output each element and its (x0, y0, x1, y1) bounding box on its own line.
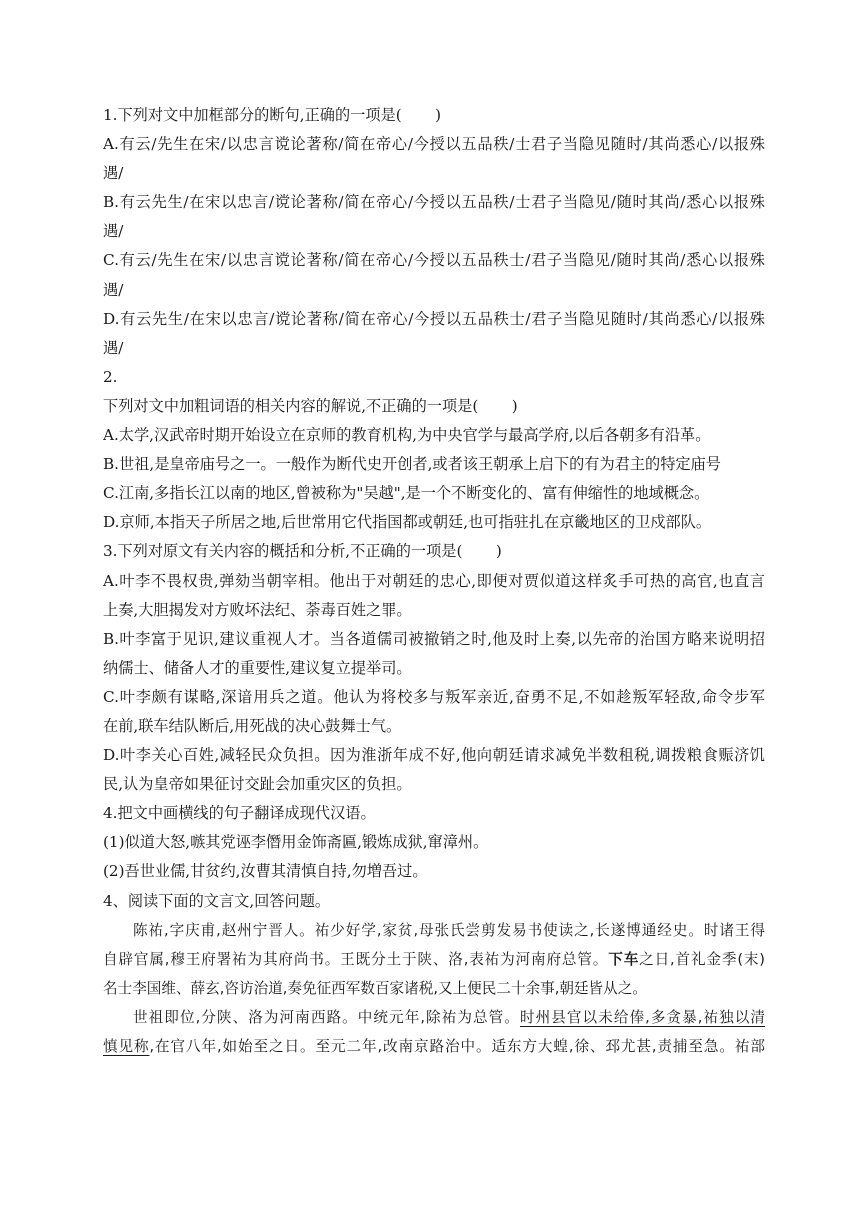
q1-option-b-cont: 遇/ (103, 222, 124, 241)
q3-option-b-cont: 纳儒士、储备人才的重要性,建议复立提举司。 (103, 658, 412, 677)
q1-option-b: B.有云先生/在宋以忠言/谠论著称/简在帝心/今授以五品秩/士君子当隐见/随时其尚/悉心以报殊 (103, 193, 765, 212)
q4-sentence-2: (2)吾世业儒,甘贫约,汝曹其清慎自持,勿増吾过。 (103, 862, 428, 881)
q3-option-c-cont: 在前,联车结队断后,用死战的决心鼓舞士气。 (103, 716, 402, 735)
reading-heading: 4、阅读下面的文言文,回答问题。 (103, 891, 331, 910)
q4-sentence-1: (1)似道大怒,嗾其党诬李僭用金饰斋匾,锻炼成狱,窜漳州。 (103, 833, 489, 852)
passage-p2-line2: 慎见称,在官八年,如始至之日。至元二年,改南京路治中。适东方大蝗,徐、邳尤甚,责捕至急。祐部 (103, 1038, 765, 1055)
q3-option-d: D.叶李关心百姓,减轻民众负担。因为淮浙年成不好,他向朝廷请求减免半数租税,调拨粮食赈济饥 (103, 746, 765, 765)
q3-option-b: B.叶李富于见识,建议重视人才。当各道儒司被撤销之时,他及时上奏,以先帝的治国方略来说明招 (103, 629, 765, 648)
q3-option-c: C.叶李颇有谋略,深谙用兵之道。他认为将校多与叛军亲近,奋勇不足,不如趁叛军轻敌,命令步军 (103, 687, 765, 706)
q1-stem: 1.下列对文中加框部分的断句,正确的一项是( ) (103, 106, 441, 124)
underlined-sentence-cont: 慎见称 (103, 1038, 150, 1055)
passage-p1-line2: 自辟官属,穆王府署祐为其府尚书。王既分土于陕、洛,表祐为河南府总管。下车之日,首礼金季(末) (103, 950, 765, 968)
q1-option-c-cont: 遇/ (103, 280, 124, 299)
passage-p2-line1: 世祖即位,分陕、洛为河南西路。中统元年,除祐为总管。时州县官以未给俸,多贪暴,祐独以清 (133, 1008, 765, 1026)
q2-option-a: A.太学,汉武帝时期开始设立在京师的教育机构,为中央官学与最高学府,以后各朝多有沿革。 (103, 426, 711, 445)
q3-option-a: A.叶李不畏权贵,弹劾当朝宰相。他出于对朝廷的忠心,即便对贾似道这样炙手可热的高官,也直言 (103, 571, 765, 590)
document-body (103, 101, 765, 1061)
q3-option-a-cont: 上奏,大胆揭发对方败坏法纪、荼毒百姓之罪。 (103, 600, 412, 619)
q1-option-a-cont: 遇/ (103, 164, 124, 183)
q2-option-c: C.江南,多指长江以南的地区,曾被称为"吴越",是一个不断变化的、富有伸缩性的地域概念。 (103, 484, 710, 503)
q3-option-d-cont: 民,认为皇帝如果征讨交趾会加重灾区的负担。 (103, 775, 412, 794)
q2-stem: 下列对文中加粗词语的相关内容的解说,不正确的一项是( ) (103, 396, 518, 415)
passage-p1-line1: 陈祐,字庆甫,赵州宁晋人。祐少好学,家贫,母张氏尝剪发易书使读之,长遂博通经史。时诸王得 (133, 921, 765, 939)
q1-option-a: A.有云/先生在宋/以忠言谠论著称/简在帝心/今授以五品秩/士君子当隐见随时/其尚悉心/以报殊 (103, 135, 765, 154)
q2-option-b: B.世祖,是皇帝庙号之一。一般作为断代史开创者,或者该王朝承上启下的有为君主的特定庙号 (103, 455, 721, 474)
q2-number: 2. (103, 367, 118, 386)
q4-stem: 4.把文中画横线的句子翻译成现代汉语。 (103, 804, 376, 823)
underlined-sentence: 时州县官以未给俸,多贪暴,祐独以清 (519, 1008, 765, 1026)
passage-p1-line3: 名士李国维、薛玄,咨访治道,奏免征西军数百家诸税,又上便民二十余事,朝廷皆从之。 (103, 979, 647, 997)
bold-term: 下车 (608, 950, 640, 968)
q1-option-c: C.有云/先生在宋/以忠言谠论著称/简在帝心/今授以五品秩士/君子当隐见/随时其尚/悉心以报殊 (103, 251, 765, 270)
q1-option-d: D.有云先生/在宋以忠言/谠论著称/简在帝心/今授以五品秩士/君子当隐见随时/其尚悉心/以报殊 (103, 309, 765, 328)
q2-option-d: D.京师,本指天子所居之地,后世常用它代指国都或朝廷,也可指驻扎在京畿地区的卫戍部队。 (103, 513, 712, 532)
q1-option-d-cont: 遇/ (103, 338, 124, 357)
q3-stem: 3.下列对原文有关内容的概括和分析,不正确的一项是( ) (103, 542, 502, 561)
